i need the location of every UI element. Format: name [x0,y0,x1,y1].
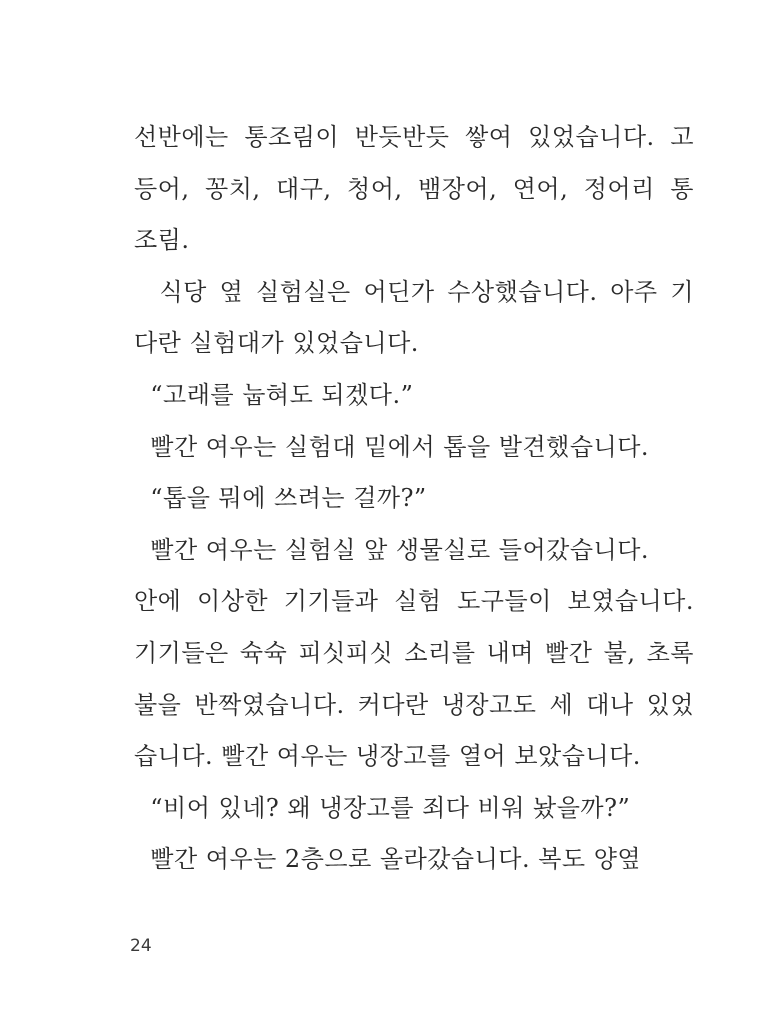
text-line: 식당 옆 실험실은 어딘가 수상했습니다. 아주 기 [134,277,694,306]
body-text [134,112,694,886]
text-line: 다란 실험대가 있었습니다. [134,329,419,358]
text-line: “고래를 눕혀도 되겠다.” [134,380,414,409]
text-line: 조림. [134,226,190,255]
text-line: 불을 반짝였습니다. 커다란 냉장고도 세 대나 있었 [134,690,694,719]
text-line: 안에 이상한 기기들과 실험 도구들이 보였습니다. [134,587,694,616]
text-line: 등어, 꽁치, 대구, 청어, 뱀장어, 연어, 정어리 통 [134,174,694,203]
text-line: 습니다. 빨간 여우는 냉장고를 열어 보았습니다. [134,742,641,771]
text-line: “비어 있네? 왜 냉장고를 죄다 비워 놨을까?” [134,793,631,822]
text-line: 빨간 여우는 2층으로 올라갔습니다. 복도 양옆 [134,845,642,874]
page-number: 24 [130,936,152,956]
text-line: 빨간 여우는 실험대 밑에서 톱을 발견했습니다. [134,432,650,461]
text-line: “톱을 뭐에 쓰려는 걸까?” [134,484,427,513]
text-line: 기기들은 슉슉 피싯피싯 소리를 내며 빨간 불, 초록 [134,638,694,667]
text-line: 선반에는 통조림이 반듯반듯 쌓여 있었습니다. 고 [134,123,694,151]
text-line: 빨간 여우는 실험실 앞 생물실로 들어갔습니다. [134,535,650,564]
